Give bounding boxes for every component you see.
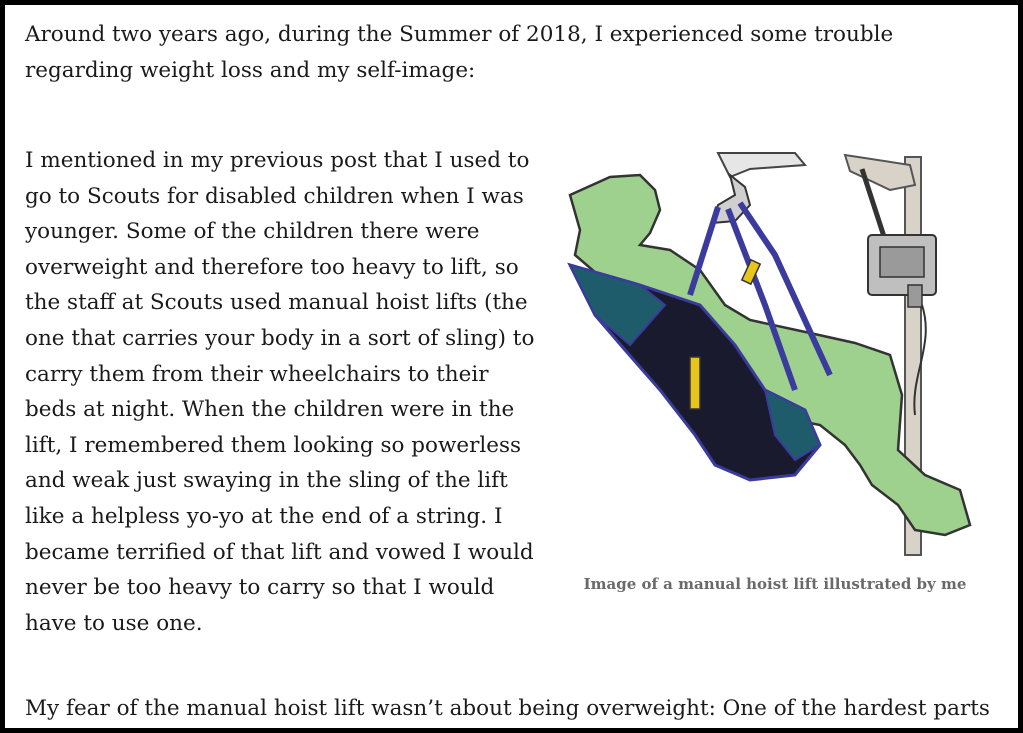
sling-handle bbox=[690, 357, 700, 409]
bottom-paragraph: My fear of the manual hoist lift wasn’t about being overweight: One of the hardest parts bbox=[25, 696, 990, 721]
lift-boom bbox=[718, 153, 805, 177]
body-paragraph: I mentioned in my previous post that I used to go to Scouts for disabled children when I was younger. Some of the children there were overweight and therefore too heavy to lift, so the staff at Scouts used manual hoist lifts (the one that carries your body in a sort of sling) to carry them from their wheelchairs to their beds at night. When the children were in the lift, I remembered them looking so powerless and weak just swaying in the sling of the lift like a helpless yo-yo at the end of a string. I became terrified of that lift and vowed I would never be too heavy to carry so that I would have to use one. bbox=[25, 148, 535, 636]
intro-paragraph: Around two years ago, during the Summer of 2018, I experienced some trouble regarding weight loss and my self-image: bbox=[25, 22, 894, 83]
hoist-lift-illustration bbox=[550, 145, 1000, 565]
lift-control-box bbox=[868, 235, 936, 307]
figure-caption: Image of a manual hoist lift illustrated by me bbox=[583, 575, 967, 593]
hoist-lift-drawing bbox=[550, 145, 1000, 565]
